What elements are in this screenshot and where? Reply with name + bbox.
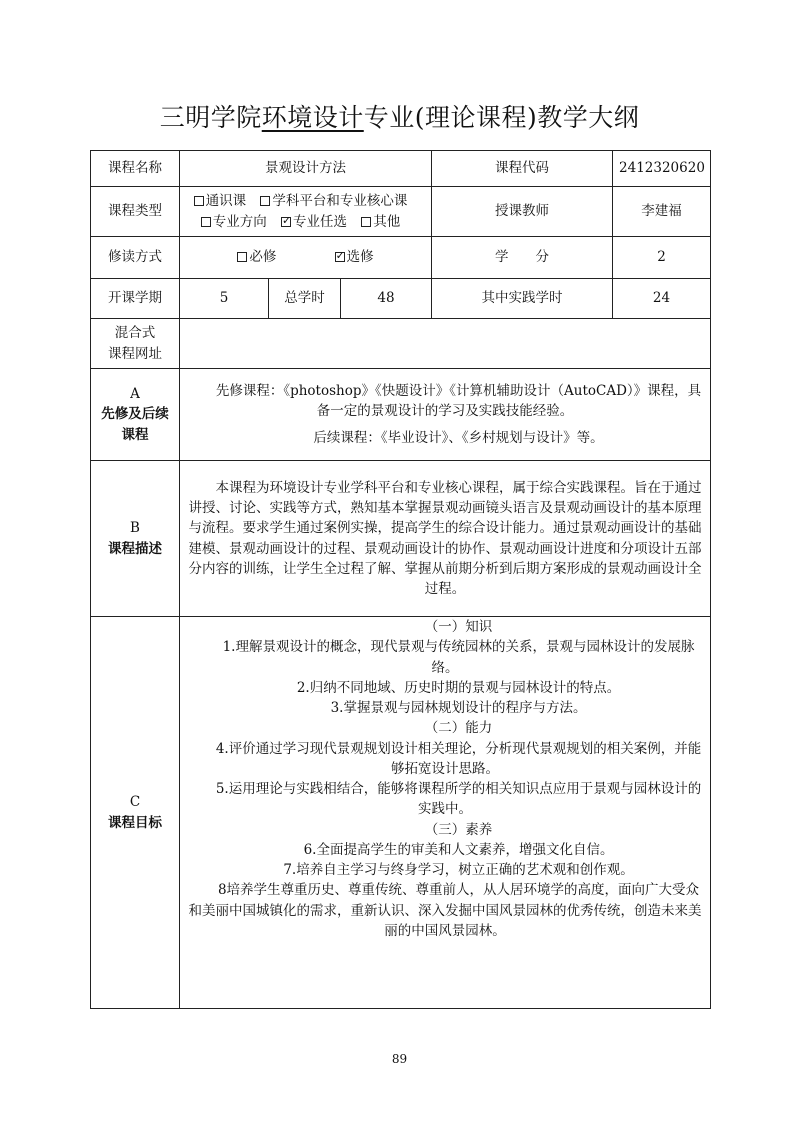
- checkbox-icon: [260, 196, 270, 206]
- prerequisite-text: 先修课程：《photoshop》《快题设计》《计算机辅助设计（AutoCAD）》课程，具备一定的景观设计的学习及实践技能经验。: [215, 383, 702, 420]
- title-major: 环境设计: [261, 103, 364, 132]
- section-a-heading: A 先修及后续 课程: [91, 369, 180, 461]
- course-name-value: 景观设计方法: [180, 151, 432, 187]
- row-term: [91, 279, 711, 319]
- checkbox-icon: [361, 217, 371, 227]
- page-title: [0, 98, 799, 134]
- mode-option-elective[interactable]: ✓ 选修: [335, 249, 374, 265]
- row-section-c: [91, 617, 711, 1009]
- term-value: 5: [180, 279, 269, 319]
- study-mode-options: [180, 237, 432, 279]
- row-course-name: [91, 151, 711, 187]
- mode-option-required[interactable]: 必修: [237, 249, 276, 265]
- checkbox-icon: [237, 252, 247, 262]
- term-label: 开课学期: [91, 279, 180, 319]
- course-url-value: [180, 319, 711, 369]
- section-b-heading: B 课程描述: [91, 461, 180, 617]
- row-course-url: [91, 319, 711, 369]
- type-option-direction[interactable]: 专业方向: [201, 214, 267, 230]
- type-option-core[interactable]: 学科平台和专业核心课: [260, 193, 407, 209]
- goal-line: 2.归纳不同地域、历史时期的景观与园林设计的特点。: [296, 679, 621, 696]
- syllabus-table: [90, 150, 711, 1009]
- row-course-type: [91, 187, 711, 237]
- course-url-label: 混合式 课程网址: [91, 319, 180, 369]
- goal-line: 6.全面提高学生的审美和人文素养，增强文化自信。: [303, 841, 614, 858]
- section-c-heading: C 课程目标: [91, 617, 180, 1009]
- course-type-options: [180, 187, 432, 237]
- goal-line: 4.评价通过学习现代景观规划设计相关理论，分析现代景观规划的相关案例，并能够拓宽设计思路。: [215, 740, 702, 777]
- section-a-content: [180, 369, 711, 461]
- checkbox-icon: [194, 196, 204, 206]
- followup-text: 后续课程：《毕业设计》、《乡村规划与设计》等。: [313, 429, 604, 446]
- total-hours-label: 总学时: [269, 279, 341, 319]
- type-option-general[interactable]: 通识课: [194, 193, 247, 209]
- goal-line: （一）知识: [424, 619, 493, 635]
- goal-line: （二）能力: [424, 720, 493, 737]
- goal-line: 8培养学生尊重历史、尊重传统、尊重前人，从人居环境学的高度，面向广大受众和美丽中国城镇化的需求，重新认识、深入发掘中国风景园林的优秀传统，创造未来美丽的中国风景园林。: [188, 882, 702, 939]
- row-study-mode: [91, 237, 711, 279]
- credit-label: 学 分: [432, 237, 613, 279]
- course-description-text: 本课程为环境设计专业学科平台和专业核心课程，属于综合实践课程。旨在于通过讲授、讨论、实践等方式，熟知基本掌握景观动画镜头语言及景观动画设计的基本原理与流程。要求学生通过案例实操，提高学生的综合设计能力。通过景观动画设计的基础建模、景观动画设计的过程、景观动画设计的协作、景观动画设计进度和分项设计五部分内容的训练，让学生全过程了解、掌握从前期分析到后期方案形成的景观动画设计全过程。: [188, 479, 702, 597]
- checkbox-checked-icon: [281, 217, 291, 227]
- goal-line: 3.掌握景观与园林规划设计的程序与方法。: [330, 700, 587, 716]
- course-name-label: 课程名称: [91, 151, 180, 187]
- checkbox-checked-icon: [335, 252, 345, 262]
- title-prefix: 三明学院: [159, 103, 262, 132]
- goal-line: （三）素养: [424, 821, 493, 838]
- practice-hours-label: 其中实践学时: [432, 279, 613, 319]
- study-mode-label: 修读方式: [91, 237, 180, 279]
- course-type-label: 课程类型: [91, 187, 180, 237]
- goal-line: 1.理解景观设计的概念，现代景观与传统园林的关系，景观与园林设计的发展脉络。: [222, 639, 695, 676]
- section-b-content: [180, 461, 711, 617]
- page-number: 89: [391, 1052, 408, 1066]
- goal-line: 5.运用理论与实践相结合，能够将课程所学的相关知识点应用于景观与园林设计的实践中。: [215, 781, 702, 818]
- type-option-other[interactable]: 其他: [361, 214, 400, 230]
- credit-value: 2: [613, 237, 711, 279]
- type-option-elective[interactable]: ✓ 专业任选: [281, 214, 347, 230]
- course-code-label: 课程代码: [432, 151, 613, 187]
- checkbox-icon: [201, 217, 211, 227]
- total-hours-value: 48: [341, 279, 432, 319]
- row-section-a: [91, 369, 711, 461]
- section-c-content: [180, 617, 711, 1009]
- teacher-label: 授课教师: [432, 187, 613, 237]
- goal-line: 7.培养自主学习与终身学习，树立正确的艺术观和创作观。: [283, 862, 634, 878]
- teacher-value: 李建福: [613, 187, 711, 237]
- practice-hours-value: 24: [613, 279, 711, 319]
- title-suffix: 专业(理论课程)教学大纲: [363, 103, 640, 132]
- course-code-value: 2412320620: [613, 151, 711, 187]
- row-section-b: [91, 461, 711, 617]
